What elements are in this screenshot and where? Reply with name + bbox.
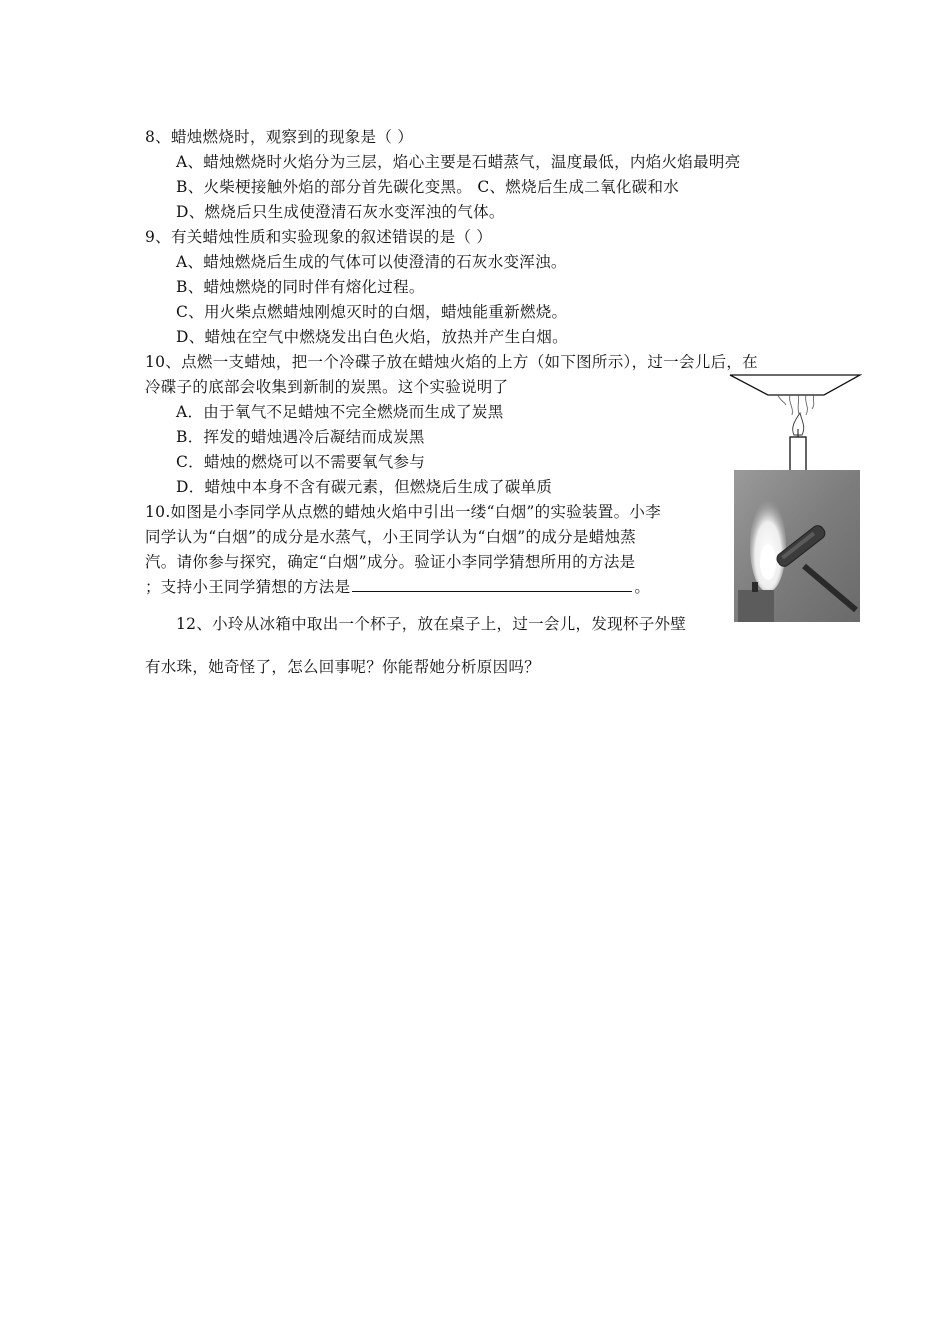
answer-blank[interactable] [352, 577, 632, 592]
q8-option-a: A、蜡烛燃烧时火焰分为三层，焰心主要是石蜡蒸气，温度最低，内焰火焰最明亮 [176, 153, 741, 171]
q8-option-b-c: B、火柴梗接触外焰的部分首先碳化变黑。 C、燃烧后生成二氧化碳和水 [176, 178, 680, 196]
q10a-stem-line2: 冷碟子的底部会收集到新制的炭黑。这个实验说明了 [145, 378, 509, 396]
smoke-line [806, 395, 808, 415]
q10b-line2: 同学认为“白烟”的成分是水蒸气，小王同学认为“白烟”的成分是蜡烛蒸 [145, 528, 637, 546]
candle-wick [752, 582, 758, 592]
q10a-option-b: B．挥发的蜡烛遇冷后凝结而成炭黑 [176, 428, 425, 446]
q9-option-c: C、用火柴点燃蜡烛刚熄灭时的白烟，蜡烛能重新燃烧。 [176, 303, 568, 321]
q10b-line4-suffix: 。 [634, 578, 651, 596]
q10a-option-a: A．由于氧气不足蜡烛不完全燃烧而生成了炭黑 [176, 403, 504, 421]
smoke-line [812, 395, 814, 409]
q9-option-b: B、蜡烛燃烧的同时伴有熔化过程。 [176, 278, 425, 296]
smoke-line [778, 395, 786, 405]
q12-line1: 12、小玲从冰箱中取出一个杯子，放在桌子上，过一会儿，发现杯子外壁 [176, 615, 687, 633]
q10a-stem-line1: 10、点燃一支蜡烛，把一个冷碟子放在蜡烛火焰的上方（如下图所示），过一会儿后，在 [145, 353, 758, 371]
q10a-option-d: D．蜡烛中本身不含有碳元素，但燃烧后生成了碳单质 [176, 478, 553, 496]
white-smoke-photo [734, 470, 860, 622]
q10b-line3: 汽。请你参与探究，确定“白烟”成分。验证小李同学猜想所用的方法是 [145, 553, 636, 571]
q8-option-d: D、燃烧后只生成使澄清石灰水变浑浊的气体。 [176, 203, 505, 221]
q10b-line1: 10.如图是小李同学从点燃的蜡烛火焰中引出一缕“白烟”的实验装置。小李 [145, 503, 662, 521]
candle [738, 590, 774, 622]
q12-line2: 有水珠，她奇怪了，怎么回事呢？你能帮她分析原因吗？ [145, 658, 541, 676]
q10b-line4 [145, 577, 650, 597]
q10a-option-c: C．蜡烛的燃烧可以不需要氧气参与 [176, 453, 426, 471]
smoke-line [790, 395, 793, 415]
q8-stem: 8、蜡烛燃烧时，观察到的现象是（ ） [145, 128, 414, 146]
q9-option-d: D、蜡烛在空气中燃烧发出白色火焰，放热并产生白烟。 [176, 328, 568, 346]
cold-plate [730, 375, 860, 395]
q9-stem: 9、有关蜡烛性质和实验现象的叙述错误的是（ ） [145, 228, 493, 246]
q10b-line4-prefix: ；支持小王同学猜想的方法是 [145, 578, 351, 596]
q9-option-a: A、蜡烛燃烧后生成的气体可以使澄清的石灰水变浑浊。 [176, 253, 567, 271]
